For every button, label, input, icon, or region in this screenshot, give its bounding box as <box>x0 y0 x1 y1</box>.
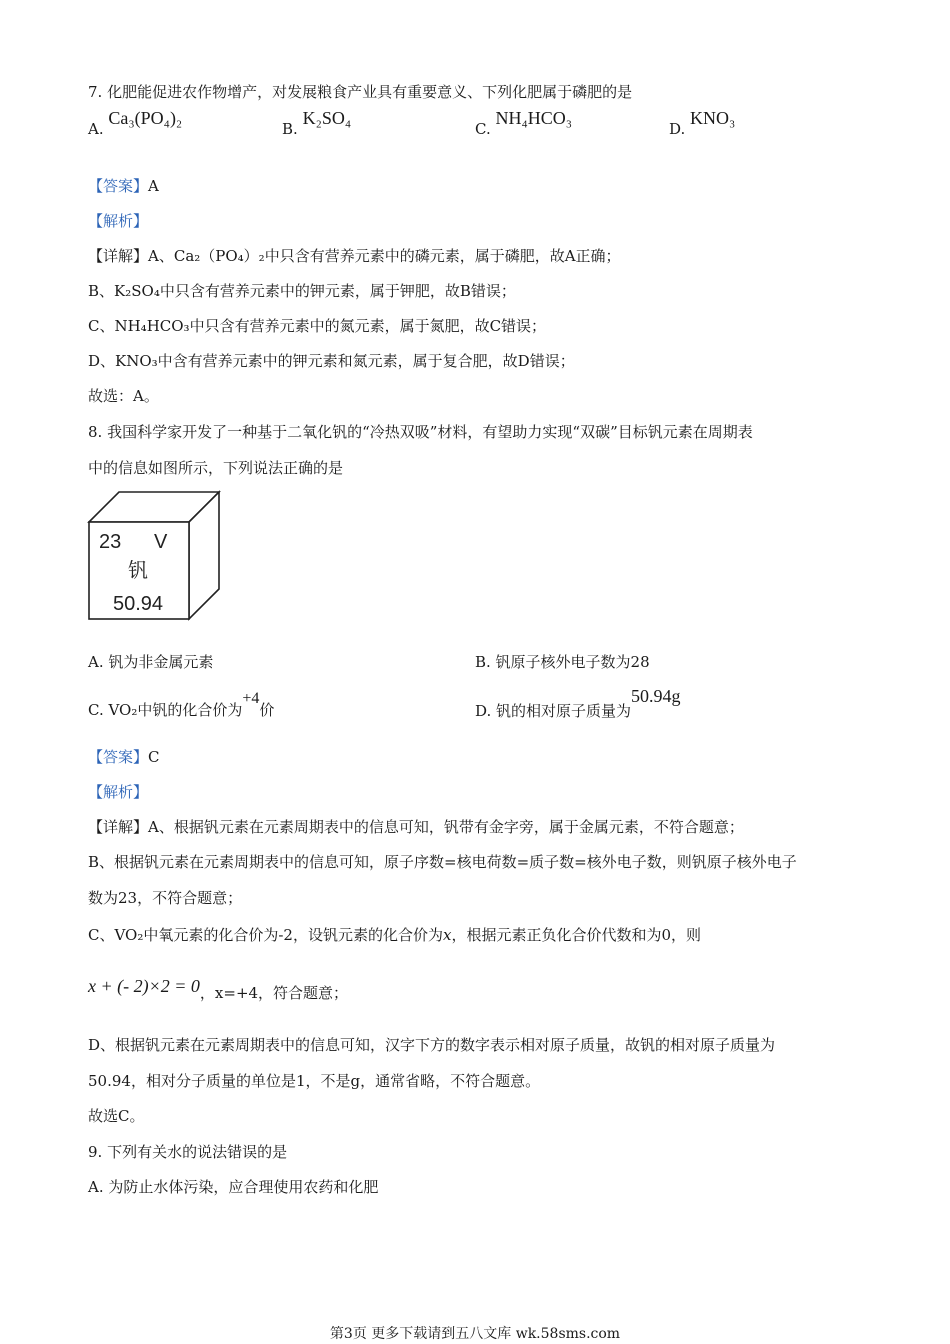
element-name: 钒 <box>128 558 148 582</box>
q7-detail-c: C、NH₄HCO₃中只含有营养元素中的氮元素，属于氮肥，故C错误； <box>88 317 547 335</box>
q7-option-a: A. Ca₃(PO₄)₂ <box>88 108 183 138</box>
q8-analysis-tag: 【解析】 <box>88 783 149 801</box>
q7-option-b: B. K₂SO₄ <box>282 108 352 138</box>
element-symbol: V <box>154 531 168 553</box>
atomic-mass: 50.94 <box>113 593 164 615</box>
q7-answer: 【答案】A <box>88 177 159 195</box>
equation: x + (- 2)×2 = 0 <box>88 976 200 996</box>
q7-option-d: D. KNO₃ <box>669 108 736 138</box>
vanadium-element-cell <box>86 488 226 624</box>
q8-detail-c: C、VO₂中氧元素的化合价为-2，设钒元素的化合价为x，根据元素正负化合价代数和为0，则 <box>88 926 701 944</box>
q8-detail-d1: D、根据钒元素在元素周期表中的信息可知，汉字下方的数字表示相对原子质量，故钒的相对原子质量为 <box>88 1036 776 1054</box>
q8-option-b: B. 钒原子核外电子数为28 <box>475 653 650 671</box>
q8-option-d: D. 钒的相对原子质量为50.94g <box>475 686 681 720</box>
q8-detail-b2: 数为23，不符合题意； <box>88 889 243 907</box>
q9-stem: 9. 下列有关水的说法错误的是 <box>88 1143 288 1161</box>
q8-conclusion: 故选C。 <box>88 1107 145 1125</box>
q7-detail-d: D、KNO₃中含有营养元素中的钾元素和氮元素，属于复合肥，故D错误； <box>88 352 575 370</box>
q8-option-a: A. 钒为非金属元素 <box>88 653 214 671</box>
q8-detail-a: 【详解】A、根据钒元素在元素周期表中的信息可知，钒带有金字旁，属于金属元素，不符合题意； <box>88 818 744 836</box>
q8-answer: 【答案】C <box>88 748 160 766</box>
q7-detail-a: 【详解】A、Ca₂（PO₄）₂中只含有营养元素中的磷元素，属于磷肥，故A正确； <box>88 247 621 265</box>
q9-option-a: A. 为防止水体污染，应合理使用农药和化肥 <box>88 1178 379 1196</box>
q8-stem-line1: 8. 我国科学家开发了一种基于二氧化钒的“冷热双吸”材料，有望助力实现“双碳”目标钒元素在周期表 <box>88 423 753 441</box>
q7-stem: 7. 化肥能促进农作物增产，对发展粮食产业具有重要意义、下列化肥属于磷肥的是 <box>88 83 633 101</box>
atomic-number: 23 <box>99 531 122 553</box>
q8-stem-line2: 中的信息如图所示，下列说法正确的是 <box>88 459 344 477</box>
q7-analysis-tag: 【解析】 <box>88 212 149 230</box>
q8-equation-line: x + (- 2)×2 = 0，x=+4，符合题意； <box>88 976 349 1002</box>
q8-option-c: C. VO₂中钒的化合价为+4价 <box>88 690 275 719</box>
q7-conclusion: 故选：A。 <box>88 387 159 405</box>
q8-detail-b1: B、根据钒元素在元素周期表中的信息可知，原子序数=核电荷数=质子数=核外电子数，则钒原子核外电子 <box>88 853 797 871</box>
q8-detail-d2: 50.94，相对分子质量的单位是1，不是g，通常省略，不符合题意。 <box>88 1072 541 1090</box>
q7-detail-b: B、K₂SO₄中只含有营养元素中的钾元素，属于钾肥，故B错误； <box>88 282 516 300</box>
page-footer: 第3页 更多下载请到五八文库 wk.58sms.com <box>329 1326 621 1342</box>
q7-option-c: C. NH₄HCO₃ <box>475 108 573 138</box>
